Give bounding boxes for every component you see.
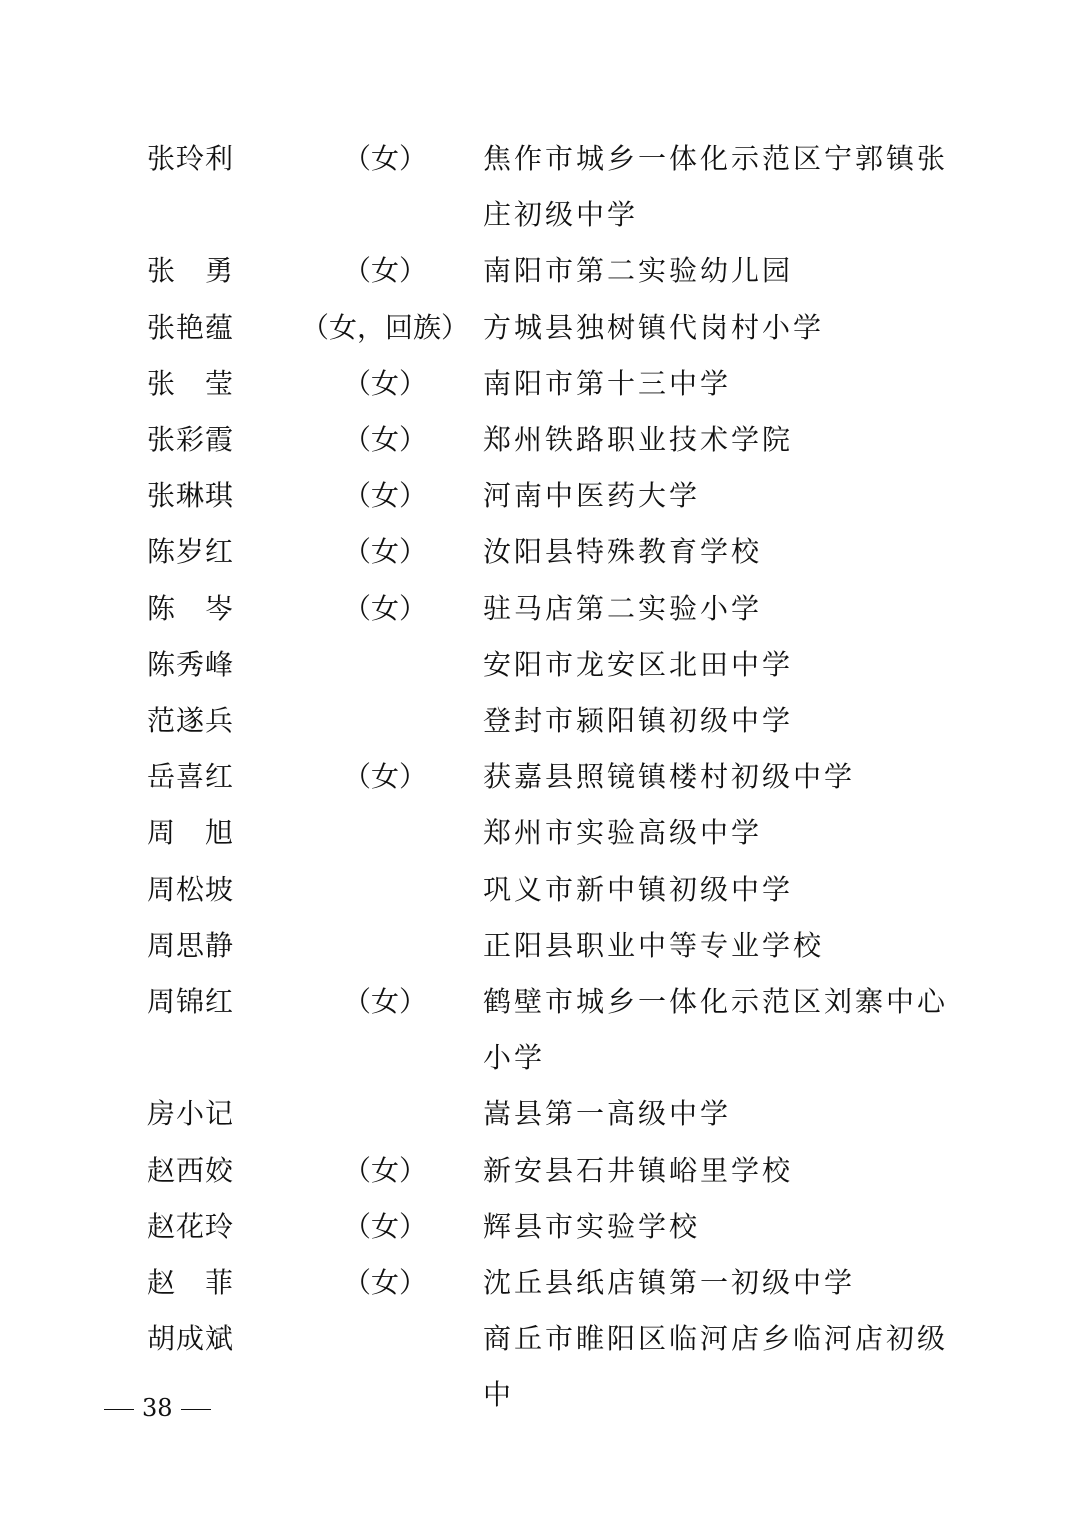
person-note: （女） [342, 479, 427, 513]
person-name: 周思静 [147, 928, 235, 962]
person-organization: 焦作市城乡一体化示范区宁郭镇张庄初级中学 [483, 142, 949, 232]
person-organization: 登封市颍阳镇初级中学 [483, 704, 794, 738]
person-organization: 安阳市龙安区北田中学 [483, 647, 794, 681]
list-item [147, 131, 967, 243]
person-note: （女） [342, 1266, 427, 1300]
list-item [147, 693, 967, 749]
person-organization: 新安县石井镇峪里学校 [483, 1153, 794, 1187]
person-organization: 郑州铁路职业技术学院 [483, 423, 794, 457]
person-organization: 获嘉县照镜镇楼村初级中学 [483, 760, 856, 794]
list-item [147, 749, 967, 805]
person-note: （女） [342, 142, 427, 175]
person-note: （女） [342, 366, 427, 400]
person-name: 张艳蕴 [147, 310, 235, 344]
list-item [147, 918, 967, 974]
person-organization: 方城县独树镇代岗村小学 [483, 310, 825, 344]
list-item [147, 412, 967, 468]
person-note: （女） [342, 1153, 427, 1187]
list-item [147, 637, 967, 693]
person-organization: 嵩县第一高级中学 [483, 1097, 732, 1131]
person-note: （女） [342, 423, 427, 457]
list-item [147, 243, 967, 299]
person-name: 胡成斌 [147, 1322, 235, 1356]
person-organization: 汝阳县特殊教育学校 [483, 535, 763, 569]
footer-dash-left [104, 1409, 134, 1410]
list-item [147, 805, 967, 861]
person-name: 陈岁红 [147, 535, 235, 569]
person-note: （女） [342, 985, 427, 1019]
list-item [147, 1199, 967, 1255]
list-item [147, 862, 967, 918]
list-item [147, 300, 967, 356]
list-item [147, 974, 967, 1086]
list-item [147, 581, 967, 637]
person-organization: 鹤壁市城乡一体化示范区刘寨中心小学 [483, 985, 949, 1075]
list-item [147, 1143, 967, 1199]
person-name: 周锦红 [147, 985, 235, 1019]
person-note: （女） [342, 591, 427, 625]
award-list [147, 131, 967, 1424]
person-organization: 巩义市新中镇初级中学 [483, 872, 794, 906]
person-organization: 河南中医药大学 [483, 479, 701, 513]
person-name: 岳喜红 [147, 760, 235, 794]
person-name: 房小记 [147, 1097, 235, 1131]
person-name: 陈 岑 [147, 591, 235, 625]
person-organization: 辉县市实验学校 [483, 1209, 701, 1243]
list-item [147, 468, 967, 524]
person-name: 张 莹 [147, 366, 235, 400]
person-name: 张玲利 [147, 142, 235, 175]
person-name: 赵西姣 [147, 1153, 235, 1187]
person-note: （女） [342, 760, 427, 794]
person-organization: 南阳市第十三中学 [483, 366, 732, 400]
person-organization: 郑州市实验高级中学 [483, 816, 763, 850]
person-note: （女） [342, 254, 427, 288]
list-item [147, 1255, 967, 1311]
person-name: 陈秀峰 [147, 647, 235, 681]
person-name: 周松坡 [147, 872, 235, 906]
person-name: 张琳琪 [147, 479, 235, 513]
person-note: （女） [342, 1209, 427, 1243]
list-item [147, 1086, 967, 1142]
person-name: 赵花玲 [147, 1209, 235, 1243]
list-item [147, 524, 967, 580]
page-footer [96, 1388, 219, 1428]
person-organization: 沈丘县纸店镇第一初级中学 [483, 1266, 856, 1300]
person-organization: 正阳县职业中等专业学校 [483, 928, 825, 962]
person-name: 周 旭 [147, 816, 235, 850]
list-item [147, 356, 967, 412]
person-note: （女） [342, 535, 427, 569]
person-note: （女，回族） [300, 310, 469, 344]
person-organization: 驻马店第二实验小学 [483, 591, 763, 625]
list-item [147, 1311, 967, 1423]
person-organization: 南阳市第二实验幼儿园 [483, 254, 794, 288]
footer-dash-right [181, 1409, 211, 1410]
person-organization: 商丘市睢阳区临河店乡临河店初级中 [483, 1322, 949, 1412]
person-name: 赵 菲 [147, 1266, 235, 1300]
person-name: 张彩霞 [147, 423, 235, 457]
page-number: 38 [142, 1394, 173, 1422]
person-name: 范遂兵 [147, 704, 235, 738]
person-name: 张 勇 [147, 254, 235, 288]
